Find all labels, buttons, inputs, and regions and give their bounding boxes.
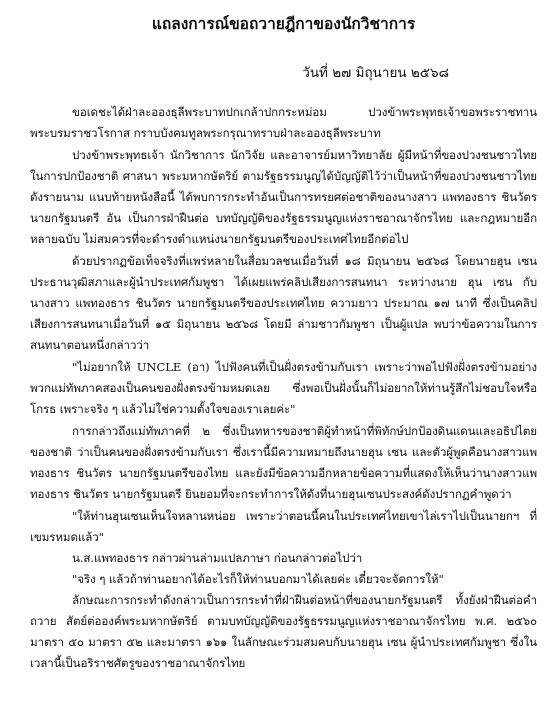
paragraph-quote-2: "ให้ท่านฮุนเซนเห็นใจหลานหน่อย เพราะว่าตอนนี้คนในประเทศไทยเขาไล่เราไปเป็นนายกฯ ที่เขมรหมดแล้ว" [30, 509, 537, 544]
paragraph-facts: ด้วยปรากฏข้อเท็จจริงที่แพร่หลายในสื่อมวลชนเมื่อวันที่ ๑๘ มิถุนายน ๒๕๖๘ โดยนายฮุน เซน ประธานวุฒิสภาและผู้นำประเทศกัมพูชา ได้เผยแพร่คลิปเสียงการสนทนา ระหว่างนาย ฮุน เซน กับ นางสาว แพทองธาร ชินวัตร นายกรัฐมนตรีของประเทศไทย ความยาว ประมาณ ๑๗ นาที ซึ่งเป็นคลิปเสียงการสนทนาเมื่อวันที่ ๑๕ มิถุนายน ๒๕๖๘ โดยมี ล่ามชาวกัมพูชา เป็นผู้แปล พบว่าข้อความในการสนทนาตอนหนึ่งกล่าวว่า [30, 254, 537, 352]
document-date: วันที่ ๒๗ มิถุนายน ๒๕๖๘ [302, 65, 449, 81]
paragraph-quote-3: "จริง ๆ แล้วถ้าท่านอยากได้อะไรก็ให้ท่านบอกมาได้เลยค่ะ เดี๋ยวจะจัดการให้" [72, 572, 444, 586]
paragraph-opening: ขอเดชะได้ฝ่าละอองธุลีพระบาทปกเกล้าปกกระหม่อม ปวงข้าพระพุทธเจ้าขอพระราชทานพระบรมราชวโรกาส กราบบังคมทูลพระกรุณาทราบฝ่าละอองธุลีพระบาท [30, 105, 537, 140]
paragraph-quote-1: "ไม่อยากให้ UNCLE (อา) ไปฟังคนที่เป็นฝั่งตรงข้ามกับเรา เพราะว่าพอไปฟังฝั่งตรงข้ามอย่างพวกแม่ทัพภาคสองเป็นคนของฝั่งตรงข้ามหมดเลย ซึ่งพอเป็นฝั่งนั้นก็ไม่อยากให้ท่านรู้สึกไม่ชอบใจหรือโกรธ เพราะจริง ๆ แล้วไม่ใช่ความตั้งใจของเราเลยค่ะ" [30, 360, 537, 416]
paragraph-petitioners: ปวงข้าพระพุทธเจ้า นักวิชาการ นักวิจัย และอาจารย์มหาวิทยาลัย ผู้มีหน้าที่ของปวงชนชาวไทยในการปกป้องชาติ ศาสนา พระมหากษัตริย์ ตามรัฐธรรมนูญได้บัญญัติไว้ว่าเป็นหน้าที่ของปวงชนชาวไทย ดังรายนาม แนบท้ายหนังสือนี้ ได้พบการกระทำอันเป็นการทรยศต่อชาติของนางสาว แพทองธาร ชินวัตร นายกรัฐมนตรี อัน เป็นการฝ่าฝืนต่อ บทบัญญัติของรัฐธรรมนูญแห่งราชอาณาจักรไทย และกฎหมายอีกหลายฉบับ ไม่สมควรที่จะดำรงตำแหน่งนายกรัฐมนตรีของประเทศไทยอีกต่อไป [30, 148, 537, 246]
paragraph-conclusion: ลักษณะการกระทำดังกล่าวเป็นการกระทำที่ฝ่าฝืนต่อหน้าที่ของนายกรัฐมนตรี ทั้งยังฝ่าฝืนต่อคำถวาย สัตย์ต่อองค์พระมหากษัตริย์ ตามบทบัญญัติของรัฐธรรมนูญแห่งราชอาณาจักรไทย พ.ศ. ๒๕๖๐ มาตรา ๕๐ มาตรา ๕๒ และมาตรา ๑๖๑ ในลักษณะร่วมสมคบกับนายฮุน เซน ผู้นำประเทศกัมพูชา ซึ่งในเวลานี้เป็นอริราชศัตรูของราชอาณาจักรไทย [30, 593, 537, 670]
paragraph-interpreter: น.ส.แพทองธาร กล่าวผ่านล่ามแปลภาษา ก่อนกล่าวต่อไปว่า [72, 551, 363, 565]
document-title: แถลงการณ์ขอถวายฎีกาของนักวิชาการ [151, 14, 416, 33]
paragraph-analysis: การกล่าวถึงแม่ทัพภาคที่ ๒ ซึ่งเป็นทหารของชาติผู้ทำหน้าที่พิทักษ์ปกป้องดินแดนและอธิปไตยของชาติ ว่าเป็นคนของฝั่งตรงข้ามกับเรา ซึ่งเรานี้มีความหมายถึงนายฮุน เซน และตัวผู้พูดคือนางสาวแพทองธาร ชินวัตร นายกรัฐมนตรีของไทย และยังมีข้อความอีกหลายข้อความที่แสดงให้เห็นว่านางสาวแพทองธาร ชินวัตร นายกรัฐมนตรี ยินยอมที่จะกระทำการให้ดังที่นายฮุนเซนประสงค์ดังปรากฏคำพูดว่า [30, 424, 537, 501]
